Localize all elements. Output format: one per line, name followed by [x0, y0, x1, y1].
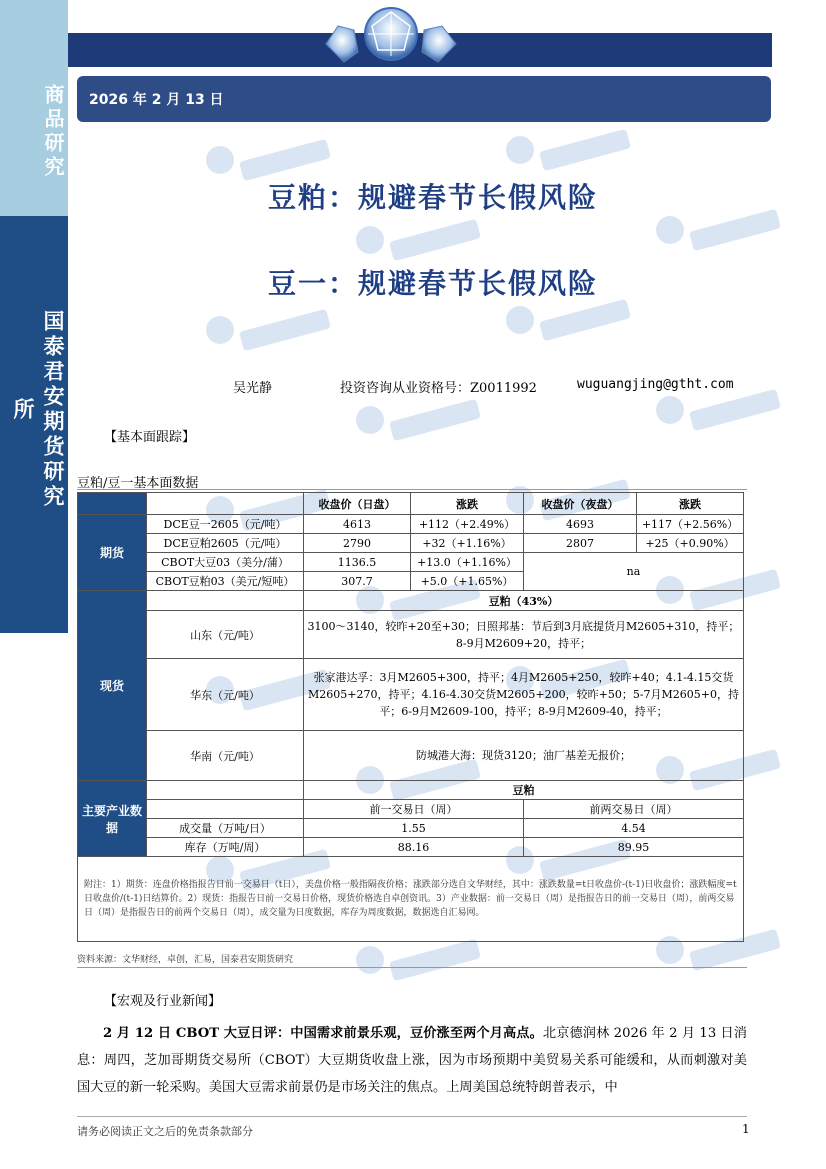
row-name: 库存（万吨/周）	[147, 838, 304, 857]
footer-disclaimer: 请务必阅读正文之后的免责条款部分	[77, 1125, 253, 1138]
spot-label: 现货	[78, 591, 147, 781]
table-header-row	[78, 493, 744, 515]
author-name: 吴光静	[233, 381, 273, 396]
sub-title: 豆一：规避春节长假风险	[267, 267, 598, 300]
table-note: 附注：1）期货：连盘价格指报告日前一交易日（t日），美盘价格一般指隔夜价格；涨跌部分选自文华财经，其中：涨跌数量=t日收盘价-(t-1)日收盘价；涨跌幅度=t日收盘价/(t-1)日结算价。2）现货：指报告日前一交易日价格，现货价格选自卓创资讯。3）产业数据：前一交易日（周）是指报告日的前一交易日（周），前两交易日（周）是指报告日的前两个交易日（周），成交量为日度数据，库存为周度数据，数据选自汇易网。	[78, 857, 744, 942]
na-cell: na	[524, 553, 744, 591]
change-day-value: +13.0（+1.16%）	[411, 553, 524, 572]
spot-quote: 防城港大海：现货3120；油厂基差无报价；	[304, 731, 744, 781]
industry-header-row	[78, 781, 744, 800]
close-night-value: 2807	[524, 534, 637, 553]
empty-industry-cell	[147, 781, 304, 800]
table-row	[78, 515, 744, 534]
change-night-value: +25（+0.90%）	[637, 534, 744, 553]
spot-region: 华南（元/吨）	[147, 731, 304, 781]
empty-industry-cell	[147, 800, 304, 819]
spot-quote: 张家港达孚：3月M2605+300，持平；4月M2605+250，较昨+40；4.1-4.15交货M2605+270，持平；4.16-4.30交货M2605+200，较昨+50；5-7月M2605+0，持平；6-9月M2609-100，持平；8-9月M2609-40，持平；	[304, 659, 744, 731]
prev2-value: 4.54	[524, 819, 744, 838]
row-name: CBOT豆粕03（美元/短吨）	[147, 572, 304, 591]
footer-divider	[77, 1116, 747, 1117]
close-day-value: 307.7	[304, 572, 411, 591]
table-row	[78, 819, 744, 838]
sidebar-company-label: 国泰君安期货研究所	[11, 310, 65, 510]
industry-subheader-row	[78, 800, 744, 819]
col-close-night: 收盘价（夜盘）	[524, 493, 637, 515]
prev2-value: 89.95	[524, 838, 744, 857]
page-number: 1	[742, 1122, 750, 1136]
close-day-value: 4613	[304, 515, 411, 534]
spot-header-row	[78, 591, 744, 611]
diamond-logo-icon	[318, 4, 464, 70]
row-name: DCE豆粕2605（元/吨）	[147, 534, 304, 553]
prev-value: 1.55	[304, 819, 524, 838]
empty-spot-cell	[147, 591, 304, 611]
table-row	[78, 553, 744, 572]
prev-value: 88.16	[304, 838, 524, 857]
author-email[interactable]: wuguangjing@gtht.com	[577, 377, 734, 392]
row-name: 成交量（万吨/日）	[147, 819, 304, 838]
change-day-value: +5.0（+1.65%）	[411, 572, 524, 591]
author-certificate: 投资咨询从业资格号：Z0011992	[340, 381, 537, 396]
col-prev2-day: 前两交易日（周）	[524, 800, 744, 819]
futures-label: 期货	[78, 515, 147, 591]
table-row	[78, 838, 744, 857]
empty-header-cell	[147, 493, 304, 515]
news-lead: 2 月 12 日 CBOT 大豆日评：中国需求前景乐观，豆价涨至两个月高点。	[103, 1026, 543, 1041]
table-row	[78, 611, 744, 659]
close-night-value: 4693	[524, 515, 637, 534]
table-row	[78, 659, 744, 731]
change-day-value: +112（+2.49%）	[411, 515, 524, 534]
close-day-value: 1136.5	[304, 553, 411, 572]
news-paragraph	[77, 1020, 747, 1101]
col-change-night: 涨跌	[637, 493, 744, 515]
empty-corner-cell	[78, 493, 147, 515]
table-caption: 豆粕/豆一基本面数据	[77, 476, 199, 491]
spot-region: 山东（元/吨）	[147, 611, 304, 659]
data-source: 资料来源：文华财经，卓创，汇易，国泰君安期货研究	[77, 955, 294, 965]
section-heading-fundamentals: 【基本面跟踪】	[104, 430, 196, 445]
spot-quote: 3100～3140，较昨+20至+30；日照邦基：节后到3月底提货月M2605+310，持平；8-9月M2609+20，持平；	[304, 611, 744, 659]
col-close-day: 收盘价（日盘）	[304, 493, 411, 515]
table-row	[78, 534, 744, 553]
industry-header: 豆粕	[304, 781, 744, 800]
col-prev-day: 前一交易日（周）	[304, 800, 524, 819]
fundamentals-table	[77, 492, 744, 942]
note-row	[78, 857, 744, 942]
table-row	[78, 731, 744, 781]
spot-region: 华东（元/吨）	[147, 659, 304, 731]
section-heading-news: 【宏观及行业新闻】	[104, 994, 222, 1009]
change-day-value: +32（+1.16%）	[411, 534, 524, 553]
change-night-value: +117（+2.56%）	[637, 515, 744, 534]
spot-header: 豆粕（43%）	[304, 591, 744, 611]
report-date-bar: 2026 年 2 月 13 日	[77, 76, 771, 122]
news-body: 北京德润林 2026 年 2 月 13 日消息：周四，芝加哥期货交易所（CBOT）大豆期货收盘上涨，因为市场预期中美贸易关系可能缓和，从而刺激对美国大豆的新一轮采购。美国大豆需求前景仍是市场关注的焦点。上周美国总统特朗普表示，中	[77, 1026, 747, 1095]
source-divider	[77, 967, 747, 968]
close-day-value: 2790	[304, 534, 411, 553]
row-name: CBOT大豆03（美分/蒲）	[147, 553, 304, 572]
industry-label: 主要产业数据	[78, 781, 147, 857]
sidebar-section-label: 商品研究	[41, 84, 65, 180]
main-title: 豆粕：规避春节长假风险	[267, 181, 598, 214]
col-change-day: 涨跌	[411, 493, 524, 515]
caption-divider	[77, 489, 747, 490]
row-name: DCE豆一2605（元/吨）	[147, 515, 304, 534]
